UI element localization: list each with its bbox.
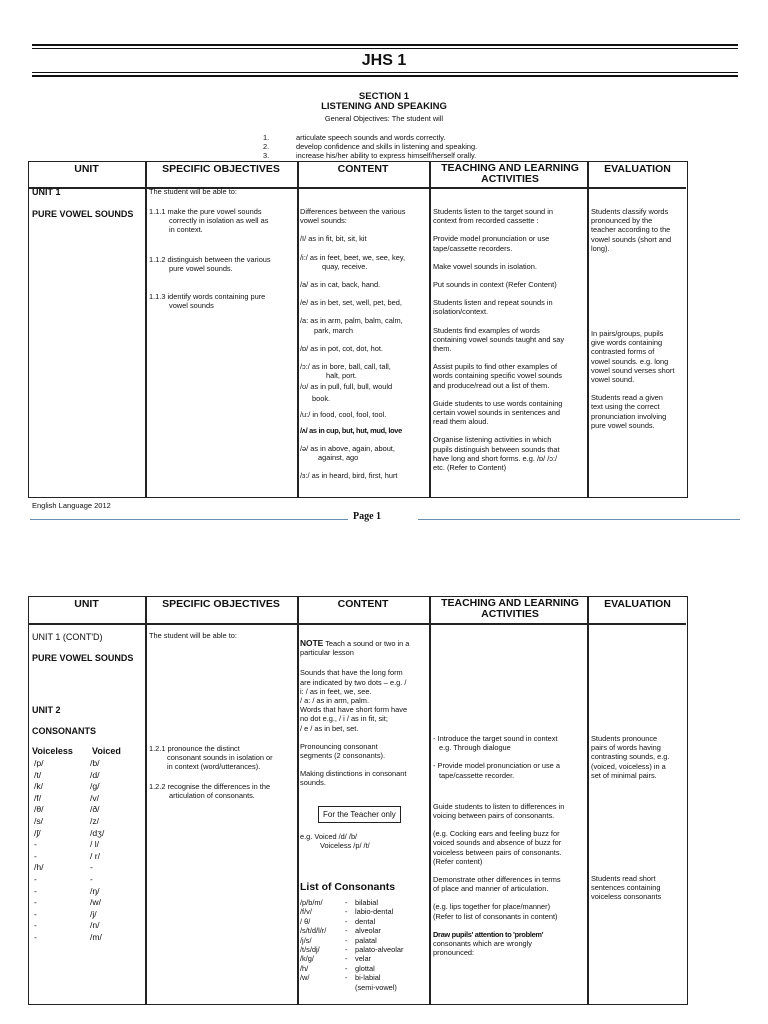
consonant-pair-row [34,851,134,863]
text-line: consonants which are wrongly [433,939,533,949]
place-of-articulation: labio-dental [355,907,394,917]
col-header-evaluation: EVALUATION [604,598,671,610]
voiceless-sound: /ʃ/ [34,827,41,838]
consonant-symbols: /f/v/ [300,907,312,917]
text-line: against, ago [318,453,359,463]
col-header-activities: TEACHING AND LEARNING ACTIVITIES [441,597,579,620]
place-of-articulation: palato-alveolar [355,944,404,954]
consonant-list-row [300,917,430,926]
voiced-sound: /z/ [90,815,100,826]
voiceless-sound: /θ/ [34,804,44,815]
footer-rule-right [418,519,740,520]
voiced-sound: / r/ [90,850,101,861]
consonant-list-row [300,898,430,907]
text-line: have long and short forms. e.g. /ɒ/ /ɔ:/ [433,453,558,463]
objective-text: increase his/her ability to express himself/herself orally. [296,151,477,160]
evaluation-column [591,207,687,430]
consonant-symbols: / θ/ [300,916,311,926]
activities-column [433,207,585,472]
text-line: tape/cassette recorders. [433,243,513,253]
voiced-sound: /dʒ/ [90,827,105,838]
text-line: /i:/ as in feet, beet, we, see, key, [300,252,406,262]
consonant-list-row [300,907,430,916]
unit-label: UNIT 1 [32,187,61,197]
evaluation-column [591,734,687,902]
page-title: JHS 1 [361,52,407,69]
objective-text: develop confidence and skills in listening and speaking. [296,142,478,151]
text-line: (e.g. lips together for place/manner) [433,902,551,912]
consonant-pair-row [34,793,134,805]
voiced-sound: /b/ [90,758,100,768]
text-line: Make vowel sounds in isolation. [433,261,537,271]
list-title: List of Consonants [300,881,396,893]
voiceless-sound: /t/ [34,769,42,780]
consonant-pair-row [34,932,134,944]
col-header-unit: UNIT [74,163,99,175]
text-line: correctly in isolation as well as [169,216,269,226]
text-line: articulation of consonants. [169,791,255,801]
text-line: Students listen and repeat sounds in [433,298,553,308]
voiceless-sound: /f/ [34,792,42,803]
consonant-list-row [300,945,430,954]
voiceless-sound: - [34,839,37,850]
text-line: 1.2.1 pronounce the distinct [149,744,240,753]
objectives-intro: The student will be able to: [149,631,237,640]
consonant-list-row [300,973,430,982]
consonant-list [300,898,430,992]
objective-num: 1. [263,133,270,142]
teacher-only-box: For the Teacher only [318,806,401,823]
text-line: /ɜ:/ as in heard, bird, first, hurt [300,470,398,480]
text-line: segments (2 consonants). [300,751,386,761]
dash: - [345,898,348,907]
text-line: Students read a given [591,393,663,403]
content-column [300,207,430,480]
text-line: vowel sounds: [300,216,347,226]
col-header-activities: TEACHING AND LEARNING ACTIVITIES [441,162,579,185]
text-line: /u:/ in food, cool, fool, tool. [300,409,387,419]
text-line: Students listen to the target sound in [433,207,553,216]
voiceless-sound: /k/ [34,781,44,792]
text-line: Teach a sound or two in a [325,639,410,648]
top-rule-2 [32,48,738,49]
place-of-articulation: palatal [355,935,377,945]
text-line: Organise listening activities in which [433,435,552,445]
consonant-pair-row [34,839,134,851]
text-line: /a/ as in cat, back, hand. [300,280,381,290]
text-line: pure vowel sounds. [169,264,233,274]
voiced-sound: - [90,862,93,873]
text-line: Put sounds in context (Refer Content) [433,280,557,290]
text-line: set of minimal pairs. [591,770,657,780]
text-line: /ʌ/ as in cup, but, hut, mud, love [300,426,402,436]
top-rule-3 [32,72,738,73]
consonant-symbols: /p/b/m/ [300,898,323,907]
text-line: /I/ as in fit, bit, sit, kit [300,234,367,244]
text-line: in context. [169,225,203,235]
text-line: / e / as in bet, set. [300,723,359,733]
objective-num: 3. [263,151,270,160]
voiced-label: Voiced [92,746,121,756]
text-line: of place and manner of articulation. [433,884,549,894]
text-line: vowel sounds [169,301,214,311]
objective-text: articulate speech sounds and words correctly. [296,133,446,142]
text-line: particular lesson [300,648,354,658]
text-line: 1.1.1 make the pure vowel sounds [149,207,262,216]
text-line: /ə/ as in above, again, about, [300,444,395,454]
text-line: (voiced, voiceless) in a [591,761,666,771]
text-line: (Refer to list of consonants in content) [433,911,558,921]
dash: - [345,944,348,954]
text-line: tape/cassette recorder. [439,770,515,780]
text-line: /ʊ/ as in pull, full, bull, would [300,382,393,392]
text-line: vowel sounds. e.g. long [591,356,669,366]
text-line: teacher according to the [591,225,671,235]
dash: - [345,935,348,945]
text-line: 1.1.3 identify words containing pure [149,292,266,301]
voiced-sound: /g/ [90,781,100,792]
consonant-symbols: /h/ [300,963,309,973]
place-of-articulation: bi-labial [355,973,381,983]
text-line: Provide model pronunciation or use [433,234,550,244]
voiceless-sound: - [34,920,37,931]
text-line: in context (word/utterances). [167,762,261,772]
voiceless-sound: /s/ [34,815,44,826]
col-header-content: CONTENT [337,163,389,175]
text-line: Sounds that have the long form [300,668,403,678]
text-line: - Provide model pronunciation or use a [433,761,560,771]
content-column [300,639,430,788]
place-of-articulation: velar [355,954,372,964]
consonant-list-row [300,936,430,945]
dash: - [345,916,348,926]
text-line: 1.2.2 recognise the differences in the [149,782,271,791]
consonant-symbols: /j/s/ [300,935,312,945]
dash: - [345,963,348,973]
text-line: /e/ as in bet, set, well, pet, bed, [300,298,402,308]
text-line: Guide students to listen to differences in [433,801,565,811]
text-line: contrasted forms of [591,347,655,357]
unit2-label: UNIT 2 [32,705,61,715]
objective-1-2-2 [149,782,294,800]
text-line: sentences containing [591,883,661,893]
voiced-sound: /ŋ/ [90,885,100,896]
text-line: contrasting sounds, e.g. [591,752,670,762]
text-line: and produce/read out a list of them. [433,380,550,390]
text-line: Voiceless /p/ /t/ [320,841,370,851]
section-number: SECTION 1 [358,91,410,102]
dash: - [345,907,348,917]
text-line: Words that have short form have [300,705,408,715]
consonant-symbols: /w/ [300,973,310,983]
col-header-evaluation: EVALUATION [604,163,671,175]
text-line: pupils distinguish between sounds that [433,444,560,454]
dash: - [345,926,348,936]
text-line: vowel sounds (short and [591,234,672,244]
text-line: pronunciation involving [591,411,667,421]
text-line: certain vowel sounds in sentences and [433,408,560,418]
voiced-sound: /m/ [90,931,102,942]
voiced-sound: - [90,873,93,884]
objective-num: 2. [263,142,270,151]
voiceless-label: Voiceless [32,746,73,756]
consonant-pair-row [34,816,134,828]
text-line: Students read short [591,874,656,884]
text-line: vowel sound verses short [591,365,675,375]
col-header-objectives: SPECIFIC OBJECTIVES [162,598,280,610]
voiced-sound: / l/ [90,839,100,850]
general-objectives: General Objectives: The student will [324,114,444,123]
text-line: vowel sound. [591,375,635,385]
voiced-example [300,832,430,850]
text-line: pairs of words having [591,743,661,753]
semi-vowel-note: (semi-vowel) [355,982,397,992]
col-header-content: CONTENT [337,598,389,610]
place-of-articulation: glottal [355,963,375,973]
voiceless-sound: - [34,885,37,896]
unit-name: PURE VOWEL SOUNDS [32,653,134,663]
text-line: (Refer content) [433,856,483,866]
voiceless-sound: - [34,931,37,942]
voiceless-sound: /p/ [34,758,44,768]
text-line: read them aloud. [433,417,489,427]
dash: - [345,954,348,964]
text-line: Making distinctions in consonant [300,769,407,779]
text-line: isolation/context. [433,307,489,317]
voiceless-sound: - [34,873,37,884]
unit2-name: CONSONANTS [32,726,97,736]
text-line: In pairs/groups, pupils [591,329,664,339]
consonant-symbols: /t/s/dj/ [300,944,320,954]
text-line: - Introduce the target sound in context [433,734,558,743]
text-line: voiced sounds and absence of buzz for [433,838,562,848]
top-rule-4 [32,75,738,77]
text-line: voiceless consonants [591,892,662,902]
text-line: book. [312,393,331,403]
consonant-pair-row [34,804,134,816]
footer-rule-left [30,519,348,520]
text-line: Draw pupils' attention to 'problem' [433,929,544,939]
consonant-pair-row [34,909,134,921]
page-number: Page 1 [353,511,382,522]
text-line: voiceless between pairs of consonants. [433,847,562,857]
text-line: give words containing [591,338,663,348]
text-line: Students pronounce [591,734,658,743]
text-line: Guide students to use words containing [433,398,563,408]
col-header-unit: UNIT [74,598,99,610]
consonant-list-row [300,926,430,935]
text-line: Students find examples of words [433,325,540,335]
objectives-intro: The student will be able to: [149,187,237,196]
objective-1-2-1 [149,744,294,772]
consonant-pair-row [34,862,134,874]
consonant-symbols: /k/g/ [300,954,314,964]
text-line: / a: / as in arm, palm. [300,696,370,706]
footer-left: English Language 2012 [32,501,111,510]
place-of-articulation: bilabial [355,898,379,907]
section-name: LISTENING AND SPEAKING [321,101,447,112]
voiced-sound: /v/ [90,792,100,803]
text-line: /ɔ:/ as in bore, ball, call, tall, [300,362,391,372]
text-line: halt, port. [326,371,357,381]
text-line: /ɒ/ as in pot, cot, dot, hot. [300,343,383,353]
unit-name: PURE VOWEL SOUNDS [32,209,134,219]
voiced-sound: /d/ [90,769,100,780]
consonant-pairs [34,758,134,944]
text-line: voicing between pairs of consonants. [433,811,555,821]
voiced-sound: /w/ [90,897,101,908]
text-line: quay, receive. [322,261,368,271]
text-line: long). [591,243,610,253]
consonant-pair-row [34,828,134,840]
text-line: consonant sounds in isolation or [167,753,273,763]
consonant-pair-row [34,770,134,782]
text-line: words containing specific vowel sounds [433,371,562,381]
text-line: are indicated by two dots – e.g. / [300,677,407,687]
place-of-articulation: alveolar [355,926,381,936]
text-line: e.g. Through dialogue [439,743,511,753]
consonant-pair-row [34,897,134,909]
text-line: them. [433,344,452,354]
text-line: Differences between the various [300,207,406,216]
text-line: (e.g. Cocking ears and feeling buzz for [433,829,560,839]
text-line: pure vowel sounds. [591,420,655,430]
consonant-pair-row [34,874,134,886]
voiceless-sound: - [34,850,37,861]
text-line: sounds. [300,778,326,788]
text-line: /a: as in arm, palm, balm, calm, [300,316,403,326]
objective-1-1-1 [149,207,294,235]
text-line: 1.1.2 distinguish between the various [149,255,271,264]
activities-column [433,734,585,957]
consonant-pair-row [34,758,134,770]
text-line: pronounced: [433,948,475,958]
text-line: pronounced by the [591,216,653,226]
voiced-sound: /j/ [90,908,97,919]
unit-cont: UNIT 1 (CONT'D) [32,632,103,642]
consonant-list-row [300,954,430,963]
voiced-sound: /ð/ [90,804,100,815]
consonant-symbols: /s/t/d/l/r/ [300,926,327,936]
text-line: text using the correct [591,402,660,412]
voiceless-sound: - [34,897,37,908]
voiceless-sound: /h/ [34,862,44,873]
col-header-objectives: SPECIFIC OBJECTIVES [162,163,280,175]
top-rule-1 [32,44,738,46]
text-line: no dot e.g., / i / as in fit, sit; [300,714,388,724]
consonant-list-row [300,964,430,973]
text-line: e.g. Voiced /d/ /b/ [300,832,358,841]
text-line: Demonstrate other differences in terms [433,875,561,885]
objective-1-1-2 [149,255,294,273]
consonant-pair-row [34,886,134,898]
place-of-articulation: dental [355,916,376,926]
text-line: context from recorded cassette : [433,216,539,226]
objective-1-1-3 [149,292,294,310]
text-line: Students classify words [591,207,669,216]
dash: - [345,973,348,983]
text-line: i: / as in feet, we, see. [300,686,372,696]
text-line: Assist pupils to find other examples of [433,362,558,372]
voiceless-sound: - [34,908,37,919]
text-line: Pronouncing consonant [300,741,378,751]
text-line: containing vowel sounds taught and say [433,334,565,344]
consonant-pair-row [34,781,134,793]
text-line: etc. (Refer to Content) [433,463,507,473]
consonant-pair-row [34,920,134,932]
voiced-sound: /n/ [90,920,100,931]
text-line: park, march [314,325,354,335]
note-label: NOTE [300,638,324,648]
